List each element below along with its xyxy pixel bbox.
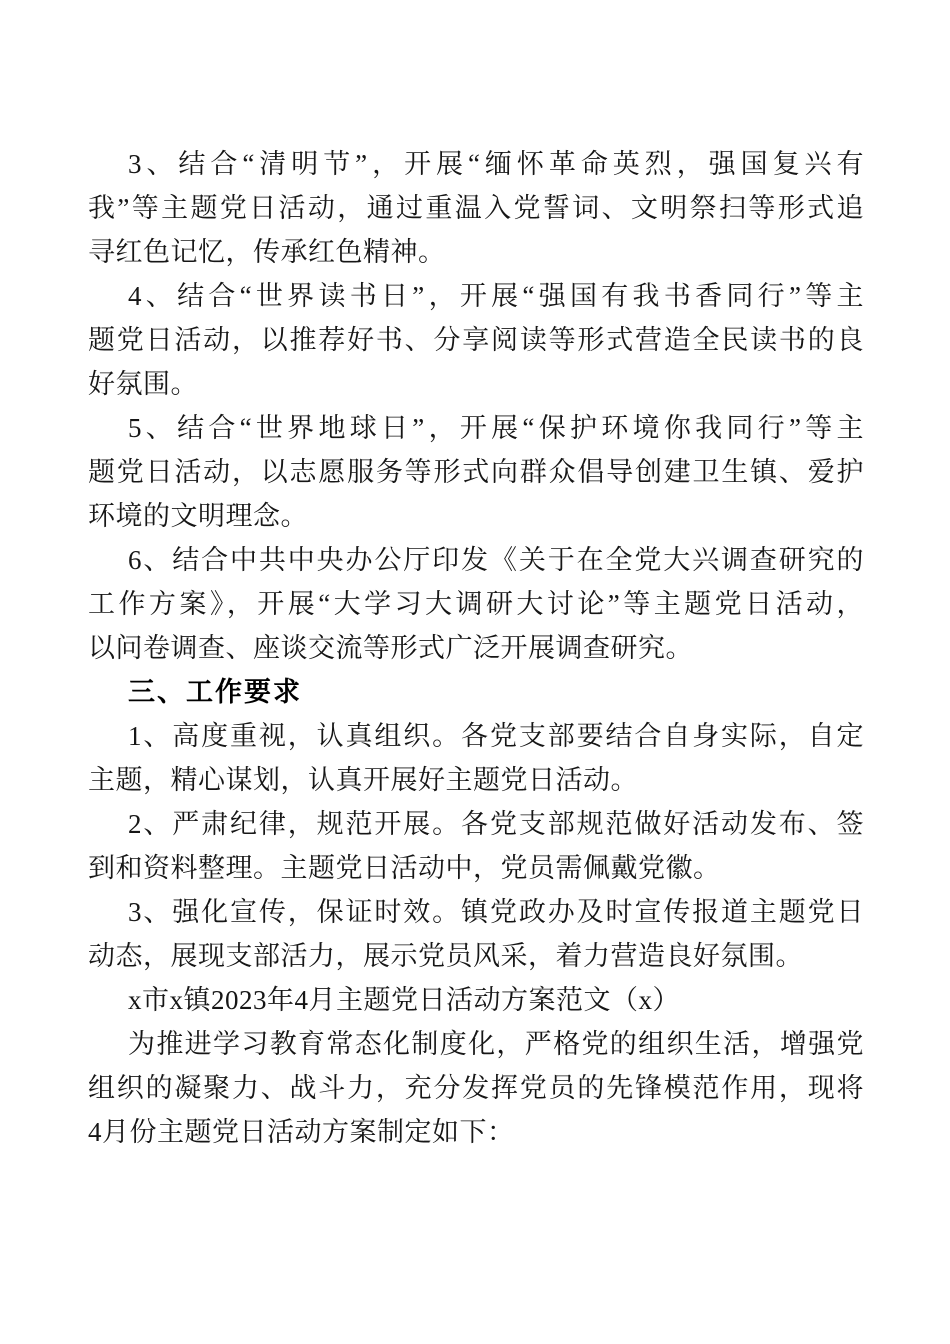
text-line: 主题，精心谋划，认真开展好主题党日活动。 [88, 765, 638, 795]
document-content [88, 142, 864, 1154]
paragraph-requirement-3 [88, 890, 864, 978]
text-line: 好氛围。 [88, 369, 198, 399]
text-line: 4、结合“世界读书日”，开展“强国有我书香同行”等主 [128, 281, 864, 311]
text-line: 1、高度重视，认真组织。各党支部要结合自身实际，自定 [128, 721, 864, 751]
text-line: 寻红色记忆，传承红色精神。 [88, 237, 446, 267]
section-heading-text: 三、工作要求 [128, 677, 302, 707]
text-line: 4月份主题党日活动方案制定如下： [88, 1117, 515, 1147]
text-line: 到和资料整理。主题党日活动中，党员需佩戴党徽。 [88, 853, 721, 883]
text-line: 为推进学习教育常态化制度化，严格党的组织生活，增强党 [128, 1029, 864, 1059]
paragraph-item-4-reading-day [88, 274, 864, 406]
paragraph-intro [88, 1022, 864, 1154]
text-line: 6、结合中共中央办公厅印发《关于在全党大兴调查研究的 [128, 545, 864, 575]
paragraph-requirement-2 [88, 802, 864, 890]
text-line: 动态，展现支部活力，展示党员风采，着力营造良好氛围。 [88, 941, 803, 971]
text-line: x市x镇2023年4月主题党日活动方案范文（x） [128, 985, 680, 1015]
text-line: 以问卷调查、座谈交流等形式广泛开展调查研究。 [88, 633, 693, 663]
text-line: 题党日活动，以推荐好书、分享阅读等形式营造全民读书的良 [88, 325, 864, 355]
text-line: 题党日活动，以志愿服务等形式向群众倡导创建卫生镇、爱护 [88, 457, 864, 487]
paragraph-requirement-1 [88, 714, 864, 802]
paragraph-item-3-qingming [88, 142, 864, 274]
text-line: 3、强化宣传，保证时效。镇党政办及时宣传报道主题党日 [128, 897, 864, 927]
paragraph-item-6-research [88, 538, 864, 670]
text-line: 工作方案》，开展“大学习大调研大讨论”等主题党日活动， [88, 589, 864, 619]
paragraph-subtitle-april-plan [88, 978, 864, 1022]
text-line: 环境的文明理念。 [88, 501, 308, 531]
text-line: 3、结合“清明节”，开展“缅怀革命英烈，强国复兴有 [128, 149, 864, 179]
paragraph-item-5-earth-day [88, 406, 864, 538]
section-heading-work-requirements [88, 670, 864, 714]
text-line: 2、严肃纪律，规范开展。各党支部规范做好活动发布、签 [128, 809, 864, 839]
text-line: 组织的凝聚力、战斗力，充分发挥党员的先锋模范作用，现将 [88, 1073, 864, 1103]
text-line: 5、结合“世界地球日”，开展“保护环境你我同行”等主 [128, 413, 864, 443]
text-line: 我”等主题党日活动，通过重温入党誓词、文明祭扫等形式追 [88, 193, 864, 223]
